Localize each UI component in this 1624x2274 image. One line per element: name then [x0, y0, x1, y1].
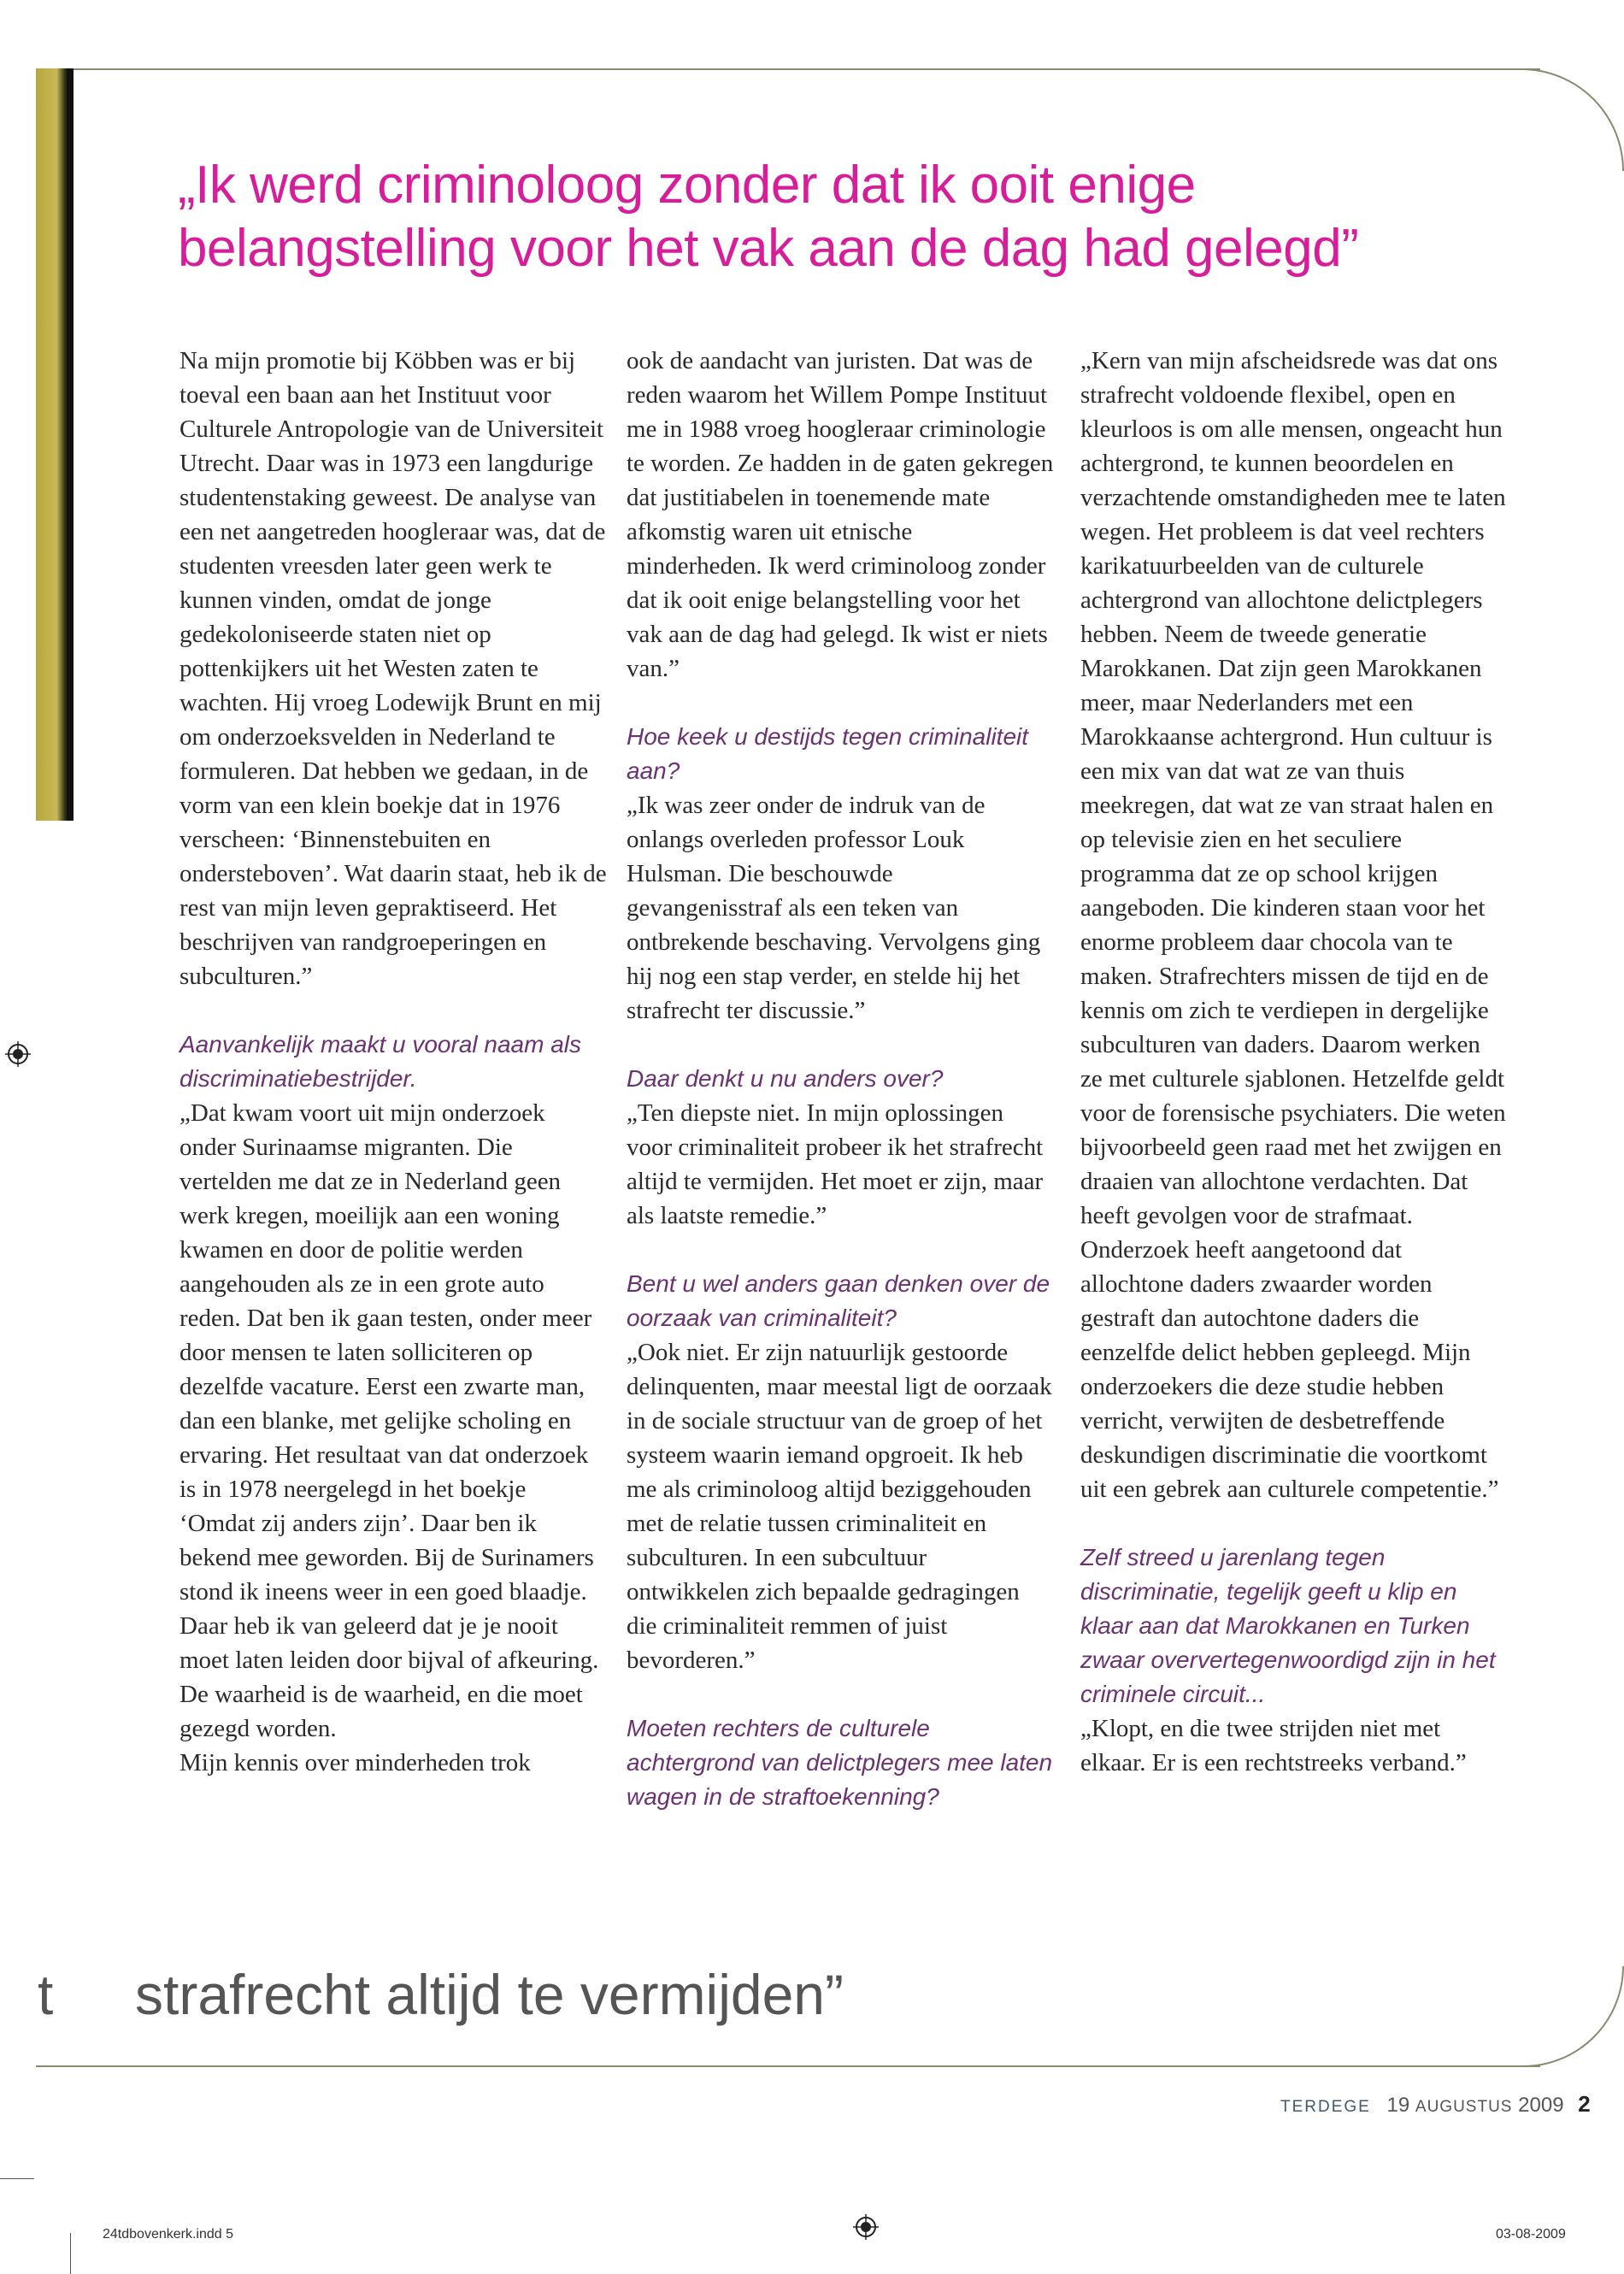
paragraph: „Dat kwam voort uit mijn onderzoek onder Surinaamse migranten. Die vertelden me dat ze in Nederland geen werk kregen, moeilijk aan een woning kwamen en door de politie werden aangehouden als ze in een grote auto reden. Dat ben ik gaan testen, onder meer door mensen te laten solliciteren op dezelfde vacature. Eerst een zwarte man, dan een blanke, met gelijke scholing en ervaring. Het resultaat van dat onderzoek is in 1978 neergelegd in het boekje ‘Omdat zij anders zijn’. Daar ben ik bekend mee geworden. Bij de Surinamers stond ik ineens weer in een goed blaadje. Daar heb ik van geleerd dat je je nooit moet laten leiden door bijval of afkeuring. De waarheid is de waarheid, en die moet gezegd worden.: [179, 1099, 599, 1742]
paragraph: Na mijn promotie bij Köbben was er bij toeval een baan aan het Instituut voor Culturele Antropologie van de Universiteit Utrecht. Daar was in 1973 een langdurige studentenstaking geweest. De analyse van een net aangetreden hoogleraar was, dat de studenten vreesden later geen werk te kunnen vinden, omdat de jonge gedekoloniseerde staten niet op pottenkijkers uit het Westen zaten te wachten. Hij vroeg Lodewijk Brunt en mij om onderzoeksvelden in Nederland te formuleren. Dat hebben we gedaan, in de vorm van een klein boekje dat in 1976 verscheen: ‘Binnenstebuiten en ondersteboven’. Wat daarin staat, heb ik de rest van mijn leven gepraktiseerd. Het beschrijven van randgroeperingen en subculturen.”: [179, 347, 607, 990]
crop-mark: [0, 2178, 34, 2179]
folio: [1280, 2091, 1591, 2118]
pull-quote-fragment: t: [38, 1963, 54, 2026]
paragraph: „Ten diepste niet. In mijn oplossingen voor criminaliteit probeer ik het strafrecht altijd te vermijden. Het moet er zijn, maar als laatste remedie.”: [627, 1099, 1044, 1229]
paragraph: „Ook niet. Er zijn natuurlijk gestoorde delinquenten, maar meestal ligt de oorzaak in de sociale structuur van de groep of het systeem waarin iemand opgroeit. Ik heb me als criminoloog altijd beziggehouden met de relatie tussen criminaliteit en subculturen. In een subcultuur ontwikkelen zich bepaalde gedragingen die criminaliteit remmen of juist bevorderen.”: [627, 1339, 1052, 1674]
interview-question: Aanvankelijk maakt u vooral naam als discriminatiebestrijder.: [179, 1031, 582, 1092]
paragraph: ook de aandacht van juristen. Dat was de reden waarom het Willem Pompe Instituut me in 1988 vroeg hoogleraar criminologie te worden. Ze hadden in de gaten gekregen dat justitiabelen in toenemende mate afkomstig waren uit etnische minderheden. Ik werd criminoloog zonder dat ik ooit enige belangstelling voor het vak aan de dag had gelegd. Ik wist er niets van.”: [627, 347, 1054, 682]
article-column-3: [1080, 344, 1508, 1780]
photo-strip-dark-edge: [67, 68, 74, 821]
article-column-2: [627, 344, 1054, 1814]
interview-question: Daar denkt u nu anders over?: [627, 1065, 944, 1092]
registration-mark-icon: [5, 1041, 31, 1067]
interview-question: Bent u wel anders gaan denken over de oorzaak van criminaliteit?: [627, 1270, 1050, 1331]
paragraph: „Kern van mijn afscheidsrede was dat ons strafrecht voldoende flexibel, open en kleurloos is om alle mensen, ongeacht hun achtergrond, te kunnen beoordelen en verzachtende omstandigheden mee te laten wegen. Het probleem is dat veel rechters karikatuurbeelden van de culturele achtergrond van allochtone delictplegers hebben. Neem de tweede generatie Marokkanen. Dat zijn geen Marokkanen meer, maar Nederlanders met een Marokkaanse achtergrond. Hun cultuur is een mix van dat wat ze van thuis meekregen, dat wat ze van straat halen en op televisie zien en het seculiere programma dat ze op school krijgen aangeboden. Die kinderen staan voor het enorme probleem daar chocola van te maken. Strafrechters missen de tijd en de kennis om zich te verdiepen in dergelijke subculturen van daders. Daarom werken ze met culturele sjablonen. Hetzelfde geldt voor de forensische psychiaters. Die weten bijvoorbeeld geen raad met het zwijgen en draaien van allochtone verdachten. Dat heeft gevolgen voor de strafmaat. Onderzoek heeft aangetoond dat allochtone daders zwaarder worden gestraft dan autochtone daders die eenzelfde delict hebben gepleegd. Mijn onderzoekers die deze studie hebben verricht, verwijten de desbetreffende deskundigen discriminatie die voortkomt uit een gebrek aan culturele competentie.”: [1080, 347, 1506, 1503]
pull-quote: [38, 1958, 978, 2035]
paragraph: Mijn kennis over minderheden trok: [179, 1749, 531, 1776]
frame-top-line: [36, 68, 1540, 70]
issue-month: AUGUSTUS: [1415, 2098, 1513, 2116]
issue-date: [1387, 2094, 1564, 2117]
paragraph: „Ik was zeer onder de indruk van de onlangs overleden professor Louk Hulsman. Die beschouwde gevangenisstraf als een teken van ontbrekende beschaving. Vervolgens ging hij nog een stap verder, en stelde hij het strafrecht ter discussie.”: [627, 792, 1041, 1024]
interview-question: Hoe keek u destijds tegen criminaliteit aan?: [627, 723, 1029, 784]
interview-question: Zelf streed u jarenlang tegen discriminatie, tegelijk geeft u klip en klaar aan dat Marokkanen en Turken zwaar oververtegenwoordigd zijn in het criminele circuit...: [1080, 1544, 1496, 1707]
headline: [178, 154, 1511, 280]
frame-bottom-curve: [1453, 1966, 1624, 2067]
registration-mark-icon: [853, 2214, 879, 2240]
page-number: 2: [1578, 2091, 1591, 2117]
pull-quote-text: strafrecht altijd te vermijden”: [135, 1963, 844, 2026]
headline-line-1: „Ik werd criminoloog zonder dat ik ooit enige: [178, 156, 1196, 215]
article-column-1: [179, 344, 607, 1780]
slug-date: 03-08-2009: [1496, 2227, 1566, 2242]
interview-question: Moeten rechters de culturele achtergrond van delictplegers mee laten wagen in de straftoekenning?: [627, 1715, 1053, 1810]
slug-filename: 24tdbovenkerk.indd 5: [103, 2227, 233, 2242]
issue-day: 19: [1386, 2094, 1410, 2117]
frame-bottom-line: [36, 2065, 1540, 2067]
crop-mark: [70, 2233, 71, 2274]
headline-line-2: belangstelling voor het vak aan de dag had gelegd”: [178, 219, 1359, 278]
magazine-name: TERDEGE: [1280, 2098, 1371, 2116]
issue-year: 2009: [1518, 2094, 1564, 2117]
paragraph: „Klopt, en die twee strijden niet met elkaar. Er is een rechtstreeks verband.”: [1080, 1715, 1467, 1776]
